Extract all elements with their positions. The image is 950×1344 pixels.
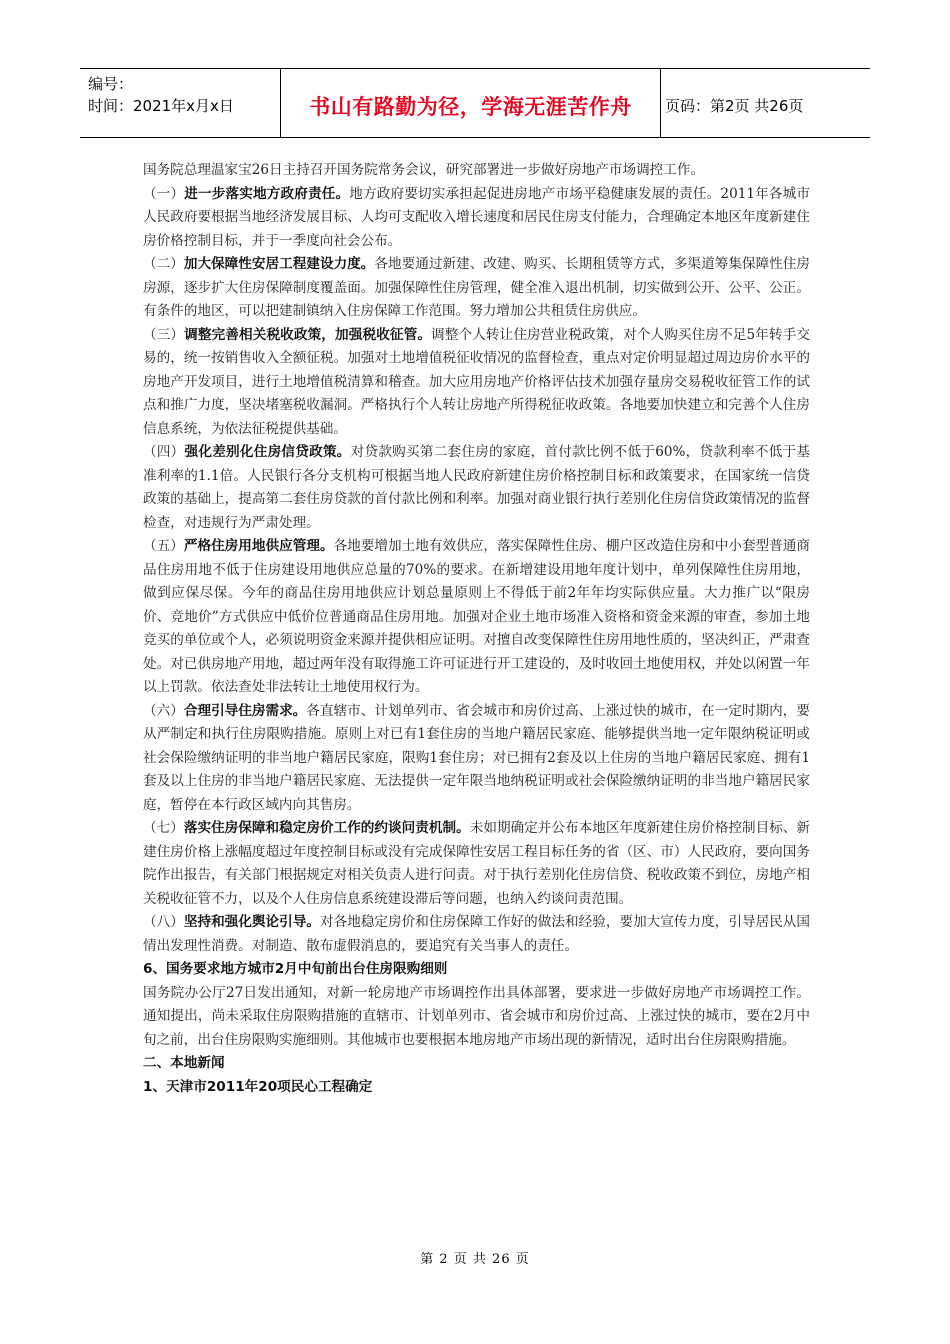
section-heading-local-1: 1、天津市2011年20项民心工程确定 (143, 1078, 373, 1095)
time-label: 时间：2021年x月x日 (88, 97, 234, 115)
item-heading: 合理引导住房需求。 (183, 702, 307, 719)
paragraph-text: 调整个人转让住房营业税政策，对个人购买住房不足5年转手交易的，统一按销售收入全额征税。加强对土地增值税征收情况的监督检查，重点对定价明显超过周边房价水平的房地产开发项目，进行土地增值税清算和稽查。加大应用房地产价格评估技术加强存量房交易税收征管工作的试点和推广力度，坚决堵塞税收漏洞。严格执行个人转让房地产所得税征收政策。各地要加快建立和完善个人住房信息系统，为依法征税提供基础。 (143, 326, 811, 437)
paragraph-text: 对各地稳定房价和住房保障工作好的做法和经验，要加大宣传力度，引导居民从国情出发理性消费。对制造、散布虚假消息的，要追究有关当事人的责任。 (143, 914, 811, 954)
page-footer: 第 2 页 共 26 页 (420, 1252, 530, 1267)
number-label: 编号： (88, 75, 134, 93)
item-prefix: （五） (143, 538, 184, 554)
item-prefix: （六） (143, 702, 184, 719)
paragraph-text: 对贷款购买第二套住房的家庭，首付款比例不低于60%，贷款利率不低于基准利率的1.1倍。人民银行各分支机构可根据当地人民政府新建住房价格控制目标和政策要求，在国家统一信贷政策的基础上，提高第二套住房贷款的首付款比例和利率。加强对商业银行执行差别化住房信贷政策情况的监督检查，对违规行为严肃处理。 (143, 444, 811, 531)
paragraph-item-4 (143, 441, 810, 535)
paragraph-text: 各地要通过新建、改建、购买、长期租赁等方式，多渠道筹集保障性住房房源，逐步扩大住房保障制度覆盖面。加强保障性住房管理，健全准入退出机制，切实做到公开、公平、公正。有条件的地区，可以把建制镇纳入住房保障工作范围。努力增加公共租赁住房供应。 (143, 256, 811, 319)
paragraph-item-7 (143, 817, 810, 911)
header-motto-cell (281, 69, 661, 137)
item-prefix: （八） (143, 914, 184, 930)
item-heading: 进一步落实地方政府责任。 (184, 185, 350, 202)
page-header (80, 68, 870, 138)
paragraph-item-2 (143, 253, 810, 324)
paragraph-6: 国务院办公厅27日发出通知，对新一轮房地产市场调控作出具体部署，要求进一步做好房地产市场调控工作。通知提出，尚未采取住房限购措施的直辖市、计划单列市、省会城市和房价过高、上涨过快的城市，要在2月中旬之前，出台住房限购实施细则。其他城市也要根据本地房地产市场出现的新情况，适时出台住房限购措施。 (143, 984, 810, 1048)
document-body (143, 159, 810, 1099)
item-heading: 严格住房用地供应管理。 (183, 538, 334, 554)
item-prefix: （七） (143, 820, 184, 836)
paragraph-item-8 (143, 911, 810, 958)
paragraph-item-5 (143, 535, 810, 700)
paragraph-text: 地方政府要切实承担起促进房地产市场平稳健康发展的责任。2011年各城市人民政府要根据当地经济发展目标、人均可支配收入增长速度和居民住房支付能力，合理确定本地区年度新建住房价格控制目标，并于一季度向社会公布。 (143, 185, 811, 249)
paragraph-item-1 (143, 183, 810, 254)
page-info: 页码：第2页 共26页 (665, 97, 804, 115)
header-meta-cell (80, 69, 281, 137)
item-prefix: （二） (143, 256, 184, 272)
item-heading: 加大保障性安居工程建设力度。 (183, 256, 375, 272)
paragraph-text: 各直辖市、计划单列市、省会城市和房价过高、上涨过快的城市，在一定时期内，要从严制定和执行住房限购措施。原则上对已有1套住房的当地户籍居民家庭、能够提供当地一定年限纳税证明或社会保险缴纳证明的非当地户籍居民家庭，限购1套住房；对已拥有2套及以上住房的当地户籍居民家庭、拥有1套及以上住房的非当地户籍居民家庭、无法提供一定年限当地纳税证明或社会保险缴纳证明的非当地户籍居民家庭，暂停在本行政区域内向其售房。 (143, 702, 811, 813)
item-heading: 强化差别化住房信贷政策。 (184, 444, 351, 460)
paragraph-item-6 (143, 700, 810, 818)
paragraph-intro (143, 159, 810, 183)
paragraph-text: 未如期确定并公布本地区年度新建住房价格控制目标、新建住房价格上涨幅度超过年度控制目标或没有完成保障性安居工程目标任务的省（区、市）人民政府，要向国务院作出报告，有关部门根据规定对相关负责人进行问责。对于执行差别化住房信贷、税收政策不到位，房地产相关税收征管不力，以及个人住房信息系统建设滞后等问题，也纳入约谈问责范围。 (143, 820, 811, 907)
item-prefix: （一） (143, 185, 185, 202)
paragraph-item-3 (143, 324, 810, 442)
paragraph-text: 国务院总理温家宝26日主持召开国务院常务会议，研究部署进一步做好房地产市场调控工作。 (143, 162, 705, 178)
item-prefix: （三） (143, 326, 185, 343)
item-prefix: （四） (143, 444, 185, 460)
item-heading: 调整完善相关税收政策，加强税收征管。 (184, 326, 432, 343)
item-heading: 落实住房保障和稳定房价工作的约谈问责机制。 (183, 820, 470, 836)
motto: 书山有路勤为径，学海无涯苦作舟 (309, 95, 632, 119)
paragraph-text: 各地要增加土地有效供应，落实保障性住房、棚户区改造住房和中小套型普通商品住房用地不低于住房建设用地供应总量的70%的要求。在新增建设用地年度计划中，单列保障性住房用地，做到应保尽保。今年的商品住房用地供应计划总量原则上不得低于前2年年均实际供应量。大力推广以“限房价、竞地价”方式供应中低价位普通商品住房用地。加强对企业土地市场准入资格和资金来源的审查，参加土地竞买的单位或个人，必须说明资金来源并提供相应证明。对擅自改变保障性住房用地性质的，坚决纠正，严肃查处。对已供房地产用地，超过两年没有取得施工许可证进行开工建设的，及时收回土地使用权，并处以闲置一年以上罚款。依法查处非法转让土地使用权行为。 (143, 538, 811, 695)
header-page-cell (661, 69, 870, 137)
section-heading-6: 6、国务要求地方城市2月中旬前出台住房限购细则 (143, 961, 448, 977)
section-heading-local-news: 二、本地新闻 (143, 1055, 225, 1071)
item-heading: 坚持和强化舆论引导。 (183, 914, 320, 930)
